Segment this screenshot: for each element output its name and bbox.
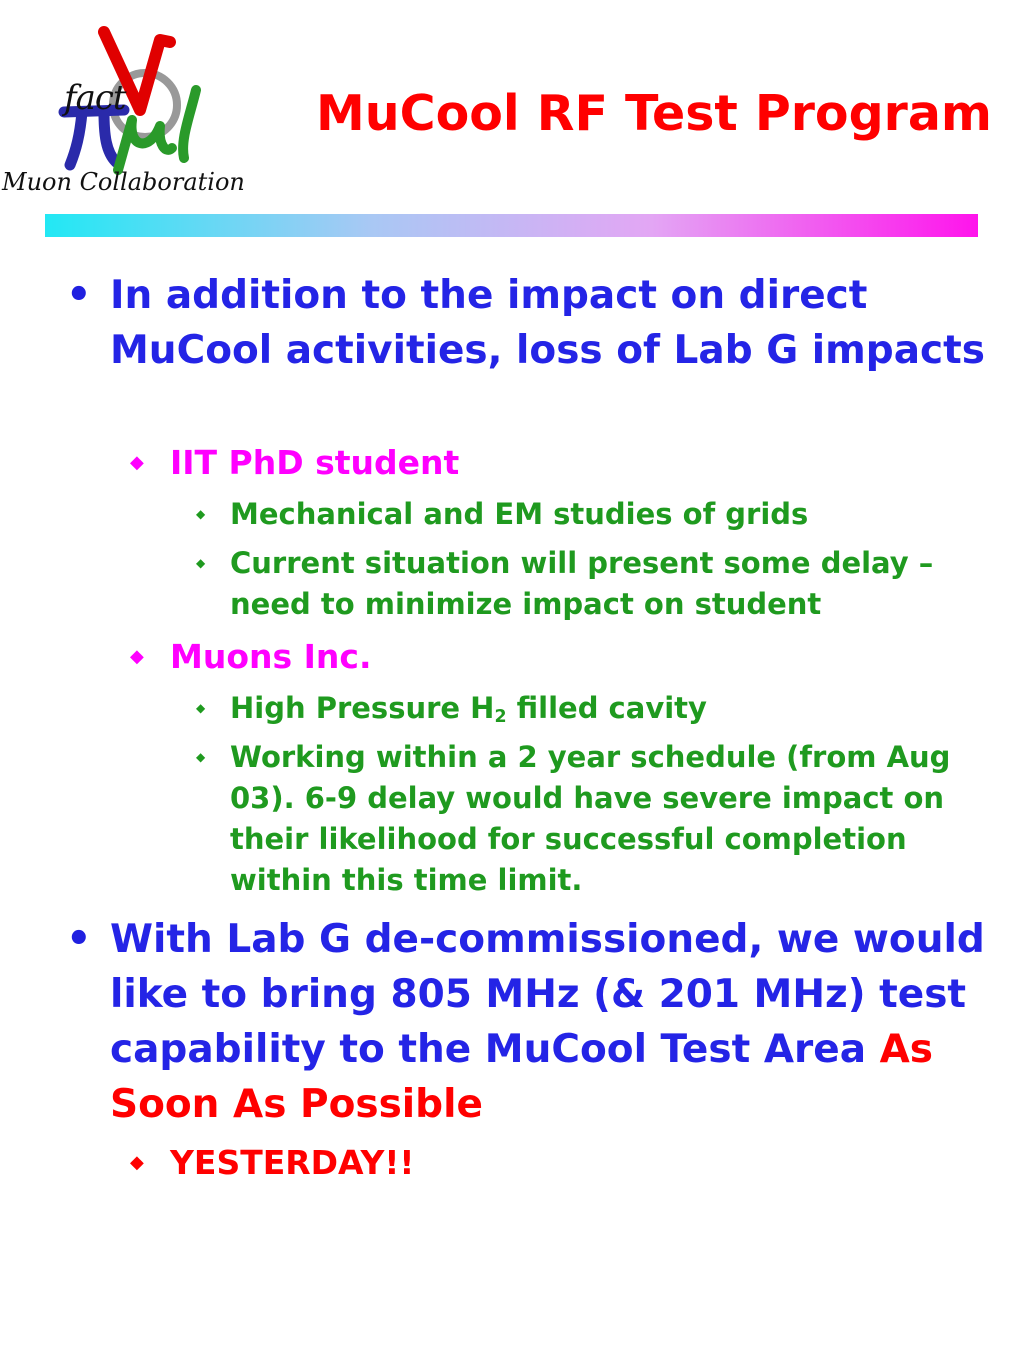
detail-subscript: 2: [494, 707, 507, 727]
detail-text-after: filled cavity: [506, 691, 707, 725]
sub-bullet-iit-student: [130, 443, 970, 483]
bullet-dot-icon: •: [66, 916, 92, 962]
bullet-dot-icon: •: [66, 272, 92, 318]
logo-caption: Muon Collaboration: [2, 168, 245, 196]
detail-text-before: High Pressure H: [230, 691, 495, 725]
bullet-text: In addition to the impact on direct MuCool activities, loss of Lab G impacts: [110, 273, 986, 373]
detail-delay: [196, 543, 990, 625]
detail-schedule: [196, 737, 990, 901]
detail-text: Working within a 2 year schedule (from Aug 03). 6-9 delay would have severe impact on their likelihood for successful completion within this time limit.: [230, 740, 951, 897]
detail-text: Current situation will present some delay – need to minimize impact on student: [230, 546, 934, 621]
small-diamond-icon: ◆: [196, 507, 206, 521]
slide-title: MuCool RF Test Program: [316, 85, 992, 142]
sub-bullet-yesterday: [130, 1143, 970, 1183]
sub-bullet-muons-inc: [130, 637, 970, 677]
detail-grids: [196, 494, 990, 535]
bullet-mta-capability: [66, 912, 990, 1132]
small-diamond-icon: ◆: [196, 556, 206, 570]
bullet-text: With Lab G de-commissioned, we would like to bring 805 MHz (& 201 MHz) test capability to the MuCool Test Area: [110, 917, 985, 1072]
bullet-lab-g-impacts: [66, 268, 990, 378]
detail-text: Mechanical and EM studies of grids: [230, 497, 809, 531]
diamond-icon: ◆: [130, 452, 144, 473]
small-diamond-icon: ◆: [196, 701, 206, 715]
sub-bullet-text: Muons Inc.: [170, 637, 372, 676]
diamond-icon: ◆: [130, 646, 144, 667]
logo-fact-word: fact: [64, 78, 126, 118]
sub-bullet-text: YESTERDAY!!: [170, 1143, 415, 1182]
small-diamond-icon: ◆: [196, 750, 206, 764]
sub-bullet-text: IIT PhD student: [170, 443, 460, 482]
diamond-icon: ◆: [130, 1152, 144, 1173]
detail-h2-cavity: [196, 688, 990, 738]
emphasis-text: As Soon As Possible: [110, 1027, 933, 1127]
